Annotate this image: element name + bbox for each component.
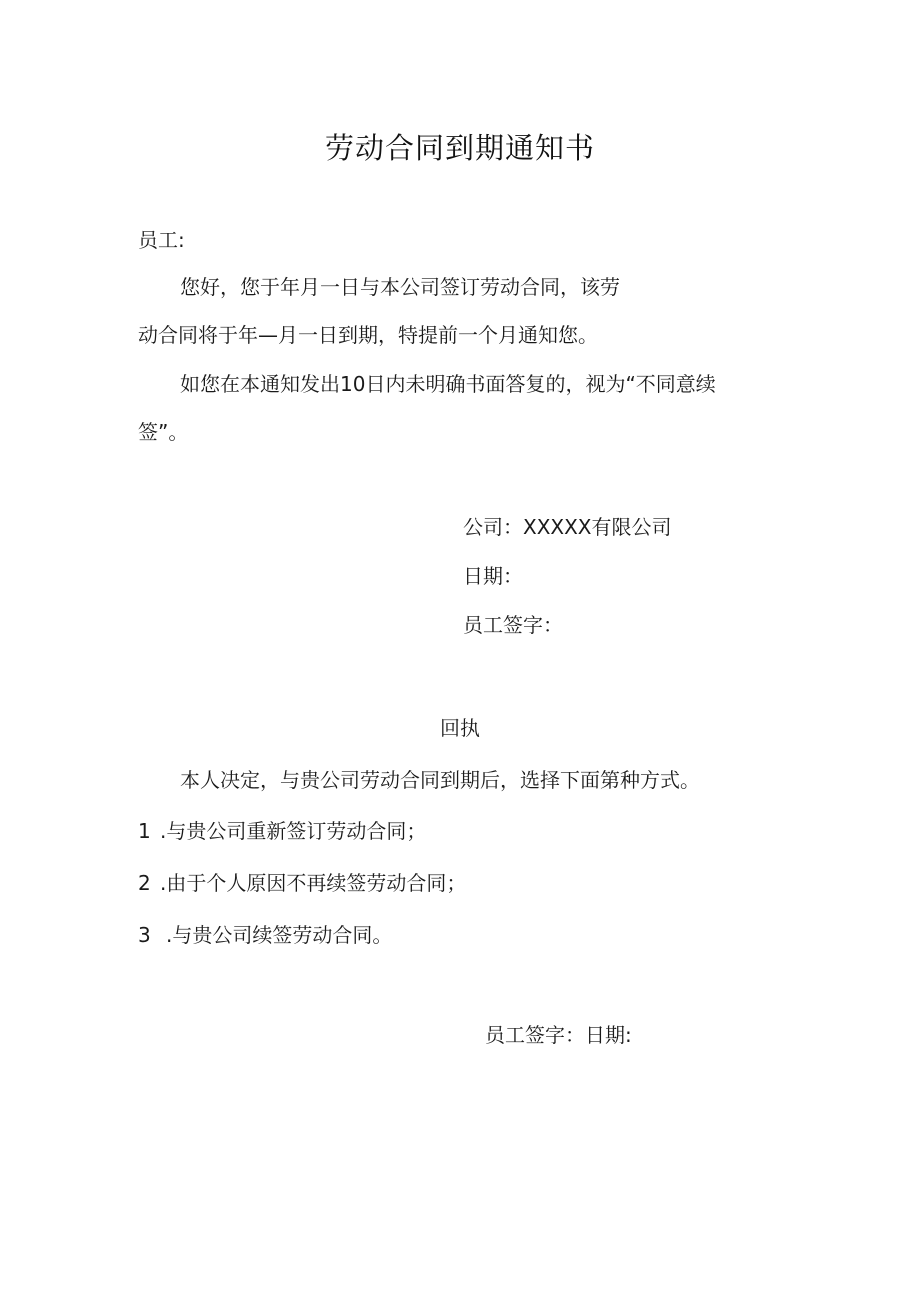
receipt-signature-line: 员工签字：日期: [485, 1023, 632, 1047]
option-text: .与贵公司重新签订劳动合同； [160, 819, 427, 843]
salutation: 员工: [138, 228, 185, 252]
body-paragraph-1-line-1: 您好，您于年月一日与本公司签订劳动合同，该劳 [180, 275, 620, 299]
receipt-option-3 [138, 921, 392, 949]
body-paragraph-2-line-2: 签”。 [138, 420, 189, 444]
option-text: .由于个人原因不再续签劳动合同； [160, 871, 467, 895]
receipt-option-2 [138, 869, 466, 897]
option-number: 2 [138, 871, 151, 895]
document-title: 劳动合同到期通知书 [324, 131, 595, 165]
body-paragraph-1-line-2: 动合同将于年—月一日到期，特提前一个月通知您。 [138, 323, 598, 347]
receipt-heading: 回执 [440, 716, 480, 740]
company-name: 公司：XXXXX有限公司 [463, 515, 672, 539]
option-number: 3 [138, 923, 151, 947]
body-paragraph-2-line-1: 如您在本通知发出10日内未明确书面答复的，视为“不同意续 [180, 372, 716, 396]
receipt-intro: 本人决定，与贵公司劳动合同到期后，选择下面第种方式。 [180, 768, 700, 792]
option-number: 1 [138, 819, 151, 843]
receipt-option-1 [138, 817, 426, 845]
employee-signature: 员工签字： [463, 613, 563, 637]
option-text: .与贵公司续签劳动合同。 [166, 923, 393, 947]
notice-date: 日期： [463, 564, 523, 588]
